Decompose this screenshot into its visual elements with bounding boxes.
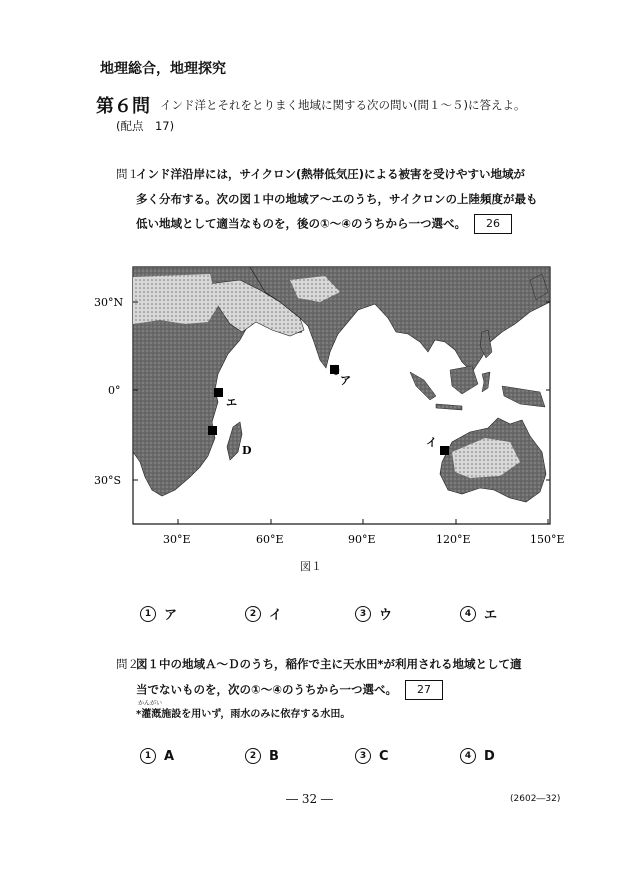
region-d-marker bbox=[208, 426, 217, 435]
choice-number-icon: 1 bbox=[140, 748, 156, 764]
lat-label-30s: 30°S bbox=[94, 474, 122, 487]
region-e-label: エ bbox=[226, 396, 237, 409]
lat-label-30n: 30°N bbox=[94, 296, 124, 309]
choice-number-icon: 3 bbox=[355, 606, 371, 622]
page-number: ― 32 ― bbox=[286, 792, 333, 806]
region-e-marker bbox=[214, 388, 223, 397]
lon-label-150e: 150°E bbox=[530, 533, 565, 546]
question-points: (配点 17) bbox=[116, 119, 175, 133]
q2-choice-2[interactable]: 2 B bbox=[245, 748, 279, 764]
region-i-marker bbox=[440, 446, 449, 455]
question-text: インド洋とそれをとりまく地域に関する次の問い(問１～５)に答えよ。 bbox=[160, 98, 526, 112]
q2-label: 問２ bbox=[116, 657, 139, 671]
choice-number-icon: 1 bbox=[140, 606, 156, 622]
region-a-marker bbox=[330, 365, 339, 374]
q2-text-line-2: 当でないものを，次の①～④のうちから一つ選べ。 bbox=[136, 682, 397, 697]
q1-choice-1[interactable]: 1 ア bbox=[140, 604, 177, 623]
choice-number-icon: 2 bbox=[245, 748, 261, 764]
figure-caption: 図１ bbox=[300, 560, 322, 573]
region-a-label: ア bbox=[340, 374, 351, 387]
q1-text-line-1: インド洋沿岸には，サイクロン(熱帯低気圧)による被害を受けやすい地域が bbox=[136, 167, 525, 181]
q1-choice-2[interactable]: 2 イ bbox=[245, 604, 282, 623]
q1-label: 問１ bbox=[116, 167, 139, 181]
q2-footnote: *灌漑施設を用いず，雨水のみに依存する水田。 bbox=[136, 709, 351, 720]
q1-answer-box[interactable]: 26 bbox=[474, 214, 512, 234]
q2-text-line-1: 図１中の地域Ａ～Ｄのうち，稲作で主に天水田*が利用される地域として適 bbox=[136, 657, 522, 671]
q1-text-line-3-row bbox=[136, 214, 512, 234]
choice-number-icon: 4 bbox=[460, 606, 476, 622]
choice-number-icon: 3 bbox=[355, 748, 371, 764]
indian-ocean-map bbox=[90, 262, 565, 552]
choice-number-icon: 4 bbox=[460, 748, 476, 764]
q1-choice-3[interactable]: 3 ウ bbox=[355, 604, 392, 623]
q2-choice-4[interactable]: 4 D bbox=[460, 748, 495, 764]
q2-choice-1[interactable]: 1 A bbox=[140, 748, 174, 764]
q1-text-line-2: 多く分布する。次の図１中の地域ア～エのうち，サイクロンの上陸頻度が最も bbox=[136, 192, 538, 206]
question-number: 第６問 bbox=[96, 96, 150, 117]
q1-text-line-3: 低い地域として適当なものを，後の①～④のうちから一つ選べ。 bbox=[136, 216, 466, 231]
choice-number-icon: 2 bbox=[245, 606, 261, 622]
region-i-label: イ bbox=[426, 436, 437, 449]
lat-label-0: 0° bbox=[108, 384, 121, 397]
lon-label-30e: 30°E bbox=[163, 533, 191, 546]
lon-label-120e: 120°E bbox=[436, 533, 471, 546]
lon-label-90e: 90°E bbox=[348, 533, 376, 546]
footnote-ruby: かんがい bbox=[138, 700, 163, 707]
subject-heading: 地理総合，地理探究 bbox=[100, 61, 226, 77]
region-d-label: D bbox=[242, 444, 252, 457]
q2-text-line-2-row bbox=[136, 680, 443, 700]
q2-choice-3[interactable]: 3 C bbox=[355, 748, 389, 764]
lon-label-60e: 60°E bbox=[256, 533, 284, 546]
page-code: (2602―32) bbox=[510, 794, 561, 804]
q1-choice-4[interactable]: 4 エ bbox=[460, 604, 497, 623]
q2-answer-box[interactable]: 27 bbox=[405, 680, 443, 700]
